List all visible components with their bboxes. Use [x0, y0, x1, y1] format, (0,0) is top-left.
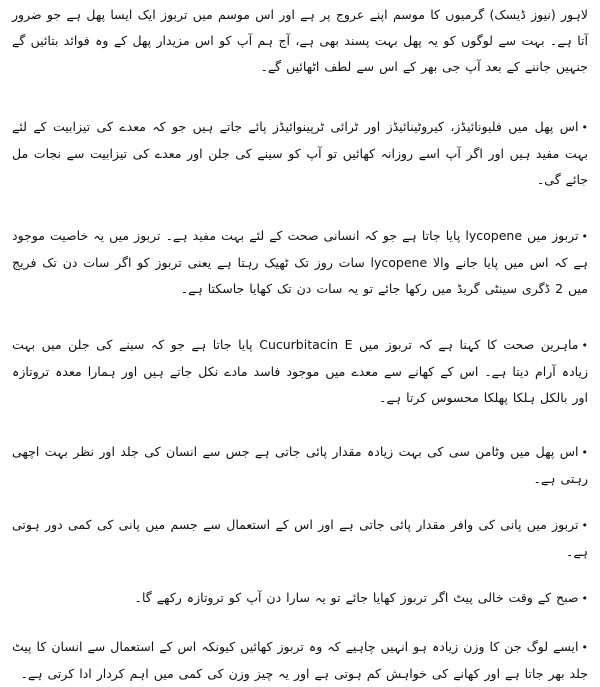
paragraph-text: ماہرین صحت کا کہنا ہے کہ تربوز میں Cucurbitacin E پایا جاتا ہے جو کہ سینے کی جلن میں بہت زیادہ آرام دیتا ہے۔ اس کے کھانے سے معدے میں موجود فاسد مادے نکل جاتے ہیں اور ہمارا معدہ تروتازہ اور بالکل ہلکا پھلکا محسوس کرتا ہے۔	[12, 337, 588, 405]
paragraph-text: صبح کے وقت خالی پیٹ اگر تربوز کھایا جائے تو یہ سارا دن آپ کو تروتازہ رکھے گا۔	[134, 590, 579, 605]
bullet-icon: •	[581, 339, 588, 352]
benefit-paragraph-water	[12, 512, 588, 565]
paragraph-text: لاہور (نیوز ڈیسک) گرمیوں کا موسم اپنے عروج پر ہے اور اس موسم میں تربوز ایک ایسا پھل ہے جو ضرور آتا ہے۔ بہت سے لوگوں کو یہ پھل بہت پسند بھی ہے، آج ہم آپ کو اس مزیدار پھل کے وہ فوائد بتائیں گے جنہیں جاننے کے بعد آپ جی بھر کے اس سے لطف اٹھائیں گے۔	[12, 7, 588, 74]
paragraph-text: ایسے لوگ جن کا وزن زیادہ ہو انہیں چاہیے کہ وہ تربوز کھائیں کیونکہ اس کے استعمال سے انسان کا پیٹ جلد بھر جاتا ہے اور کھانے کی خواہش کم ہوتی ہے اور یہ چیز وزن کی کمی میں اہم کردار ادا کرتی ہے۔	[12, 639, 588, 681]
paragraph-text: اس پھل میں فلیونائیڈز، کیروٹینائیڈز اور ٹرائی ٹرپینوائیڈز پائے جاتے ہیں جو کہ معدے کی تیزابیت کے لئے بہت مفید ہیں اور اگر آپ اسے روزانہ کھائیں تو آپ کو سینے کی جلن اور معدے کی تیزابیت سے نجات مل جائے گی۔	[12, 119, 588, 187]
paragraph-text: اس پھل میں وٹامن سی کی بہت زیادہ مقدار پائی جاتی ہے جس سے انسان کی جلد اور نظر بہت اچھی رہتی ہے۔	[12, 444, 588, 486]
bullet-icon: •	[581, 592, 588, 605]
benefit-paragraph-lycopene	[12, 223, 588, 302]
benefit-paragraph-flavonoids	[12, 114, 588, 193]
benefit-paragraph-weight	[12, 634, 588, 687]
benefit-paragraph-vitamin-c	[12, 439, 588, 492]
bullet-icon: •	[581, 446, 588, 459]
paragraph-text: تربوز میں lycopene پایا جاتا ہے جو کہ انسانی صحت کے لئے بہت مفید ہے۔ تربوز میں یہ خاصیت موجود ہے کہ اس میں پایا جانے والا lycopene سات روز تک ٹھیک رہتا ہے یعنی تربوز کو اگر سات دن تک فریج میں 2 ڈگری سینٹی گریڈ میں رکھا جائے تو یہ سات دن تک کھایا جاسکتا ہے۔	[12, 228, 588, 296]
intro-paragraph	[12, 2, 588, 80]
bullet-icon: •	[581, 230, 588, 243]
benefit-paragraph-cucurbitacin	[12, 332, 588, 411]
paragraph-text: تربوز میں پانی کی وافر مقدار پائی جاتی ہے اور اس کے استعمال سے جسم میں پانی کی کمی دور ہوتی ہے۔	[12, 517, 588, 559]
benefit-paragraph-morning	[12, 585, 588, 612]
bullet-icon: •	[581, 519, 588, 532]
bullet-icon: •	[581, 641, 588, 654]
bullet-icon: •	[581, 121, 588, 134]
